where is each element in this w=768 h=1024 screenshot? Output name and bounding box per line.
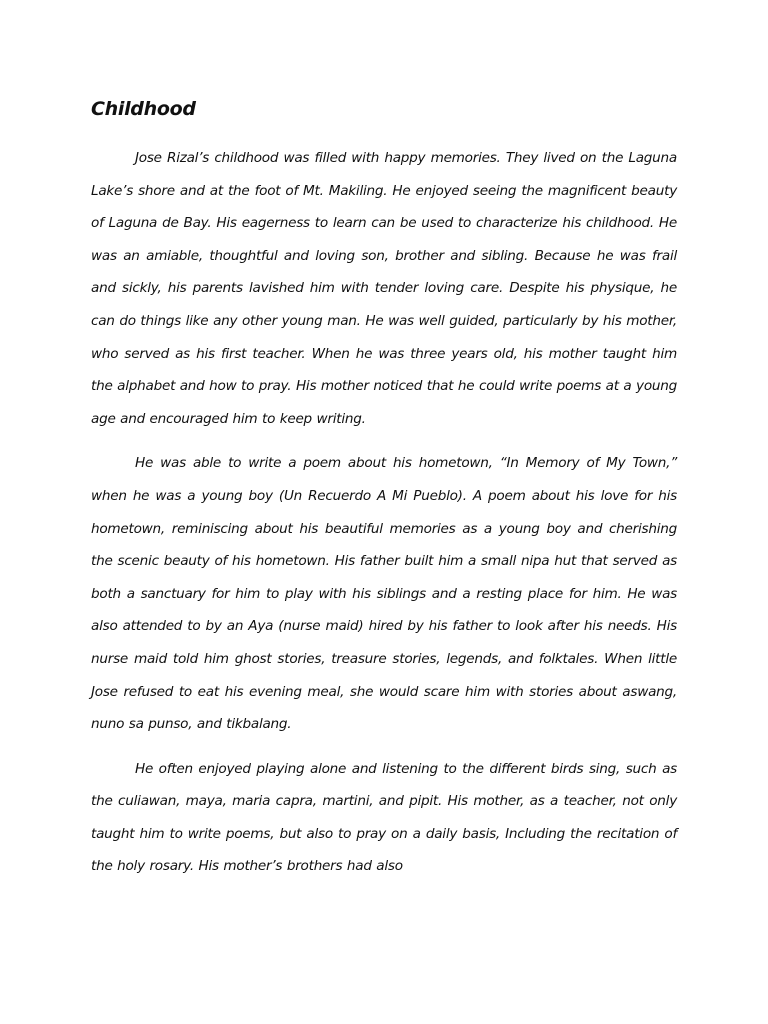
paragraph-1: Jose Rizal’s childhood was filled with happy memories. They lived on the Laguna Lake’s shore and at the foot of Mt. Makiling. He enjoyed seeing the magnificent beauty of Laguna de Bay. His eagerness to learn can be used to characterize his childhood. He was an amiable, thoughtful and loving son, brother and sibling. Because he was frail and sickly, his parents lavished him with tender loving care. Despite his physique, he can do things like any other young man. He was well guided, particularly by his mother, who served as his first teacher. When he was three years old, his mother taught him the alphabet and how to pray. His mother noticed that he could write poems at a young age and encouraged him to keep writing.	[91, 150, 677, 427]
section-heading: Childhood	[91, 98, 196, 120]
paragraph-2: He was able to write a poem about his hometown, “In Memory of My Town,” when he was a young boy (Un Recuerdo A Mi Pueblo). A poem about his love for his hometown, reminiscing about his beautiful memories as a young boy and cherishing the scenic beauty of his hometown. His father built him a small nipa hut that served as both a sanctuary for him to play with his siblings and a resting place for him. He was also attended to by an Aya (nurse maid) hired by his father to look after his needs. His nurse maid told him ghost stories, treasure stories, legends, and folktales. When little Jose refused to eat his evening meal, she would scare him with stories about aswang, nuno sa punso, and tikbalang.	[91, 455, 677, 733]
paragraph-3: He often enjoyed playing alone and listening to the different birds sing, such as the culiawan, maya, maria capra, martini, and pipit. His mother, as a teacher, not only taught him to write poems, but also to pray on a daily basis, Including the recitation of the holy rosary. His mother’s brothers had also	[91, 760, 677, 875]
document-page	[91, 92, 677, 895]
